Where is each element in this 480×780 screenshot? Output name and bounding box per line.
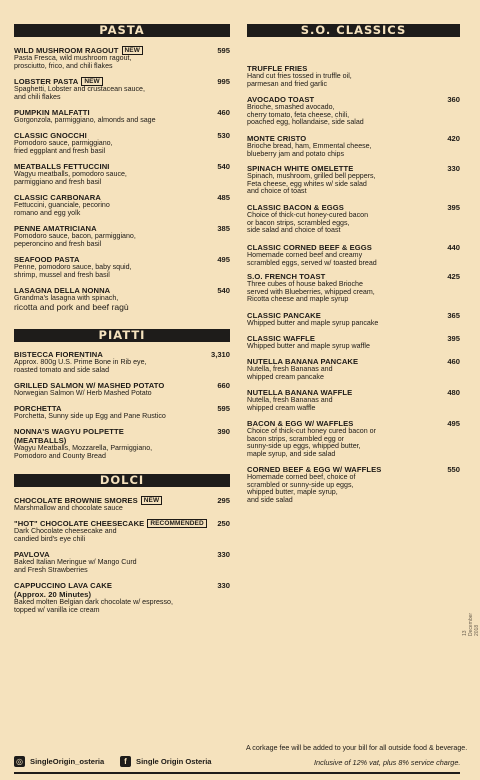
description-line: parmiggiano and fresh basil	[14, 177, 102, 186]
description-line: Homemade corned beef, choice of	[247, 473, 356, 481]
description-line: Spaghetti, Lobster and crustacean sauce,	[14, 85, 145, 93]
item-name-text: CHOCOLATE BROWNIE SMORES	[14, 496, 138, 505]
item-description	[247, 320, 460, 328]
menu-item	[14, 162, 230, 186]
description-line: whipped cream pancake	[247, 372, 324, 381]
description-line: maple syrup, and side salad	[247, 450, 336, 459]
item-name-text: CLASSIC CARBONARA	[14, 193, 101, 202]
description-line: sunny-side up eggs, whipped butter,	[247, 442, 361, 451]
item-description	[247, 143, 460, 158]
menu-item	[247, 203, 460, 235]
instagram-handle[interactable]	[14, 755, 104, 767]
menu-item	[247, 311, 460, 328]
description-line: Nutella, fresh Bananas and	[247, 396, 333, 404]
item-name-text: NUTELLA BANANA PANCAKE	[247, 357, 359, 366]
item-name	[14, 581, 230, 590]
item-description	[247, 366, 460, 381]
description-line: served with Blueberries, whipped cream,	[247, 287, 375, 296]
item-price: 385	[217, 224, 230, 233]
description-line: Fettuccini, guanciale, pecorino	[14, 201, 110, 209]
item-price: 995	[217, 77, 230, 86]
item-price: 440	[447, 243, 460, 252]
item-description	[247, 73, 460, 88]
description-line: topped w/ vanilla ice cream	[14, 605, 100, 614]
item-name-text: WILD MUSHROOM RAGOUT	[14, 46, 119, 55]
description-line: Approx. 800g U.S. Prime Bone in Rib eye,	[14, 358, 147, 366]
description-line: ricotta and pork and beef ragù	[14, 301, 129, 312]
item-description	[14, 117, 230, 125]
item-name-text: LOBSTER PASTA	[14, 77, 79, 86]
description-line: Nutella, fresh Bananas and	[247, 365, 333, 373]
description-line: Brioche bread, ham, Emmental cheese,	[247, 142, 372, 150]
item-name-text: PORCHETTA	[14, 404, 62, 413]
menu-item	[14, 108, 230, 125]
description-line: side salad and choice of toast	[247, 226, 341, 235]
item-name-text: LASAGNA DELLA NONNA	[14, 286, 111, 295]
description-line: shrimp, mussel and fresh basil	[14, 270, 110, 279]
menu-item	[247, 272, 460, 304]
item-name-text: MONTE CRISTO	[247, 134, 307, 143]
description-line: scrambled eggs, served w/ toasted bread	[247, 258, 377, 267]
instagram-label: SingleOrigin_osteria	[30, 756, 105, 766]
item-description	[247, 343, 460, 351]
item-description	[247, 173, 460, 196]
description-line: Porchetta, Sunny side up Egg and Pane Rustico	[14, 412, 166, 420]
item-price: 660	[217, 381, 230, 390]
item-price: 360	[447, 95, 460, 104]
item-name-text: CLASSIC CORNED BEEF & EGGS	[247, 243, 372, 252]
item-name-text: CLASSIC WAFFLE	[247, 334, 316, 343]
item-description	[247, 281, 460, 304]
item-name	[14, 427, 230, 436]
item-price: 540	[217, 162, 230, 171]
menu-item	[247, 164, 460, 196]
item-price: 330	[447, 164, 460, 173]
item-name-line2: (Approx. 20 Minutes)	[14, 590, 92, 599]
menu-item	[14, 496, 230, 513]
description-line: Choice of thick-cut honey cured bacon or	[247, 427, 376, 435]
description-line: Feta cheese, egg whites w/ side salad	[247, 179, 367, 188]
description-line: Pasta Fresca, wild mushroom ragout,	[14, 54, 132, 62]
item-price: 495	[447, 419, 460, 428]
menu-item	[14, 519, 230, 543]
item-description	[14, 55, 230, 70]
item-description	[247, 252, 460, 267]
item-description	[247, 397, 460, 412]
item-name-text: CLASSIC PANCAKE	[247, 311, 321, 320]
item-description	[14, 86, 230, 101]
description-line: Pomodoro sauce, bacon, parmiggiano,	[14, 232, 136, 240]
menu-item	[14, 286, 230, 312]
item-description	[14, 264, 230, 279]
description-line: Wagyu Meatballs, Mozzarella, Parmiggiano,	[14, 444, 153, 452]
item-name-text: CLASSIC GNOCCHI	[14, 131, 87, 140]
corkage-note: A corkage fee will be added to your bill for all outside food & beverage.	[246, 744, 468, 752]
item-description	[14, 505, 230, 513]
item-price: 485	[217, 193, 230, 202]
item-price: 330	[217, 550, 230, 559]
item-name-text: PUMPKIN MALFATTI	[14, 108, 90, 117]
footer-divider	[14, 772, 460, 774]
item-name-text: BISTECCA FIORENTINA	[14, 350, 103, 359]
description-line: Wagyu meatballs, pomodoro sauce,	[14, 170, 127, 178]
description-line: scrambled or sunny-side up eggs,	[247, 480, 354, 489]
facebook-icon: f	[120, 756, 131, 767]
description-line: Marshmallow and chocolate sauce	[14, 504, 123, 512]
item-description	[14, 140, 230, 155]
pasta-banner: PASTA	[14, 24, 230, 37]
item-description	[14, 359, 230, 374]
menu-item	[247, 64, 460, 88]
description-line: blueberry jam and potato chips	[247, 149, 345, 158]
item-price: 550	[447, 465, 460, 474]
item-price: 495	[217, 255, 230, 264]
classics-banner: S.O. CLASSICS	[247, 24, 460, 37]
menu-item	[14, 77, 230, 101]
menu-item	[247, 465, 460, 505]
item-name-text: PAVLOVA	[14, 550, 50, 559]
description-line: Ricotta cheese and maple syrup	[247, 295, 349, 304]
item-price: 460	[447, 357, 460, 366]
description-line: Dark Chocolate cheesecake and	[14, 527, 117, 535]
item-description	[14, 202, 230, 217]
item-name-text: CLASSIC BACON & EGGS	[247, 203, 344, 212]
item-price: 425	[447, 272, 460, 281]
item-name-line2: (MEATBALLS)	[14, 436, 67, 445]
description-line: prosciutto, frico, and chili flakes	[14, 61, 113, 70]
description-line: Spinach, mushroom, grilled bell peppers,	[247, 172, 376, 180]
item-description	[14, 171, 230, 186]
description-line: and chili flakes	[14, 92, 61, 101]
piatti-banner: PIATTI	[14, 329, 230, 342]
item-description	[247, 104, 460, 127]
item-name-text: TRUFFLE FRIES	[247, 64, 308, 73]
description-line: Choice of thick-cut honey-cured bacon	[247, 211, 369, 219]
item-badge: NEW	[122, 46, 143, 55]
item-description	[14, 599, 230, 614]
description-line: and side salad	[247, 496, 293, 505]
menu-item	[14, 581, 230, 614]
description-line: Pomodoro and County Bread	[14, 451, 106, 460]
description-line: Whipped butter and maple syrup waffle	[247, 342, 370, 350]
description-line: Baked molten Belgian dark chocolate w/ espresso,	[14, 598, 173, 606]
item-price: 330	[217, 581, 230, 590]
description-line: Hand cut fries tossed in truffle oil,	[247, 72, 352, 80]
description-line: Pomodoro sauce, parmiggiano,	[14, 139, 113, 147]
description-line: or bacon strips, scrambled eggs,	[247, 218, 350, 227]
menu-item	[247, 419, 460, 459]
description-line: Baked Italian Meringue w/ Mango Curd	[14, 558, 137, 566]
item-price: 595	[217, 46, 230, 55]
description-line: Brioche, smashed avocado,	[247, 103, 335, 111]
item-description	[14, 413, 230, 421]
menu-item	[14, 131, 230, 155]
description-line: roasted tomato and side salad	[14, 365, 110, 374]
item-description	[14, 233, 230, 248]
item-price: 395	[447, 334, 460, 343]
facebook-label: Single Origin Osteria	[136, 756, 212, 766]
description-line: whipped butter, maple syrup,	[247, 488, 338, 497]
menu-item	[247, 357, 460, 381]
menu-item	[14, 224, 230, 248]
description-line: Three cubes of house baked Brioche	[247, 280, 363, 288]
date-code: 13 December 2018	[462, 612, 480, 636]
description-line: bacon strips, scrambled egg or	[247, 434, 344, 443]
item-price: 530	[217, 131, 230, 140]
menu-item	[247, 334, 460, 351]
menu-item	[247, 95, 460, 127]
item-description	[14, 390, 230, 398]
item-badge: NEW	[81, 77, 102, 86]
item-badge: RECOMMENDED	[147, 519, 206, 528]
item-price: 420	[447, 134, 460, 143]
menu-item	[247, 243, 460, 267]
dolci-banner: DOLCI	[14, 474, 230, 487]
description-line: poached egg, hollandaise, side salad	[247, 118, 364, 127]
item-name-text: S.O. FRENCH TOAST	[247, 272, 326, 281]
description-line: parmesan and fried garlic	[247, 79, 328, 88]
menu-item	[14, 255, 230, 279]
item-name-text: CAPPUCCINO LAVA CAKE	[14, 581, 113, 590]
item-name-text: SPINACH WHITE OMELETTE	[247, 164, 354, 173]
item-name-text: AVOCADO TOAST	[247, 95, 315, 104]
description-line: and choice of toast	[247, 187, 307, 196]
item-price: 480	[447, 388, 460, 397]
instagram-icon: ◎	[14, 756, 25, 767]
item-name-text: NONNA'S WAGYU POLPETTE	[14, 427, 124, 436]
description-line: Grandma's lasagna with spinach,	[14, 294, 119, 302]
vat-note: Inclusive of 12% vat, plus 8% service charge.	[314, 758, 461, 767]
description-line: fried eggplant and fresh basil	[14, 146, 106, 155]
item-price: 595	[217, 404, 230, 413]
item-description	[247, 428, 460, 459]
description-line: romano and egg yolk	[14, 208, 81, 217]
menu-item	[14, 427, 230, 460]
item-name-text: GRILLED SALMON W/ MASHED POTATO	[14, 381, 165, 390]
description-line: peperoncino and fresh basil	[14, 239, 102, 248]
menu-item	[14, 46, 230, 70]
item-price: 250	[217, 519, 230, 528]
description-line: Penne, pomodoro sauce, baby squid,	[14, 263, 132, 271]
menu-item	[14, 550, 230, 574]
item-description	[14, 295, 230, 312]
item-description	[14, 445, 230, 460]
item-description	[14, 528, 230, 543]
item-description	[247, 474, 460, 505]
item-badge: NEW	[141, 496, 162, 505]
description-line: and Fresh Strawberries	[14, 565, 88, 574]
item-name-text: CORNED BEEF & EGG W/ WAFFLES	[247, 465, 382, 474]
description-line: whipped cream waffle	[247, 403, 316, 412]
item-description	[247, 212, 460, 235]
description-line: Homemade corned beef and creamy	[247, 251, 363, 259]
menu-item	[247, 388, 460, 412]
item-name-text: SEAFOOD PASTA	[14, 255, 80, 264]
menu-item	[14, 404, 230, 421]
item-price: 395	[447, 203, 460, 212]
description-line: candied bird's eye chili	[14, 534, 86, 543]
item-name-text: NUTELLA BANANA WAFFLE	[247, 388, 353, 397]
menu-item	[14, 350, 230, 374]
item-price: 390	[217, 427, 230, 436]
item-name-text: BACON & EGG W/ WAFFLES	[247, 419, 354, 428]
item-price: 3,310	[210, 350, 230, 359]
item-price: 460	[217, 108, 230, 117]
menu-item	[14, 381, 230, 398]
item-name-text: "HOT" CHOCOLATE CHEESECAKE	[14, 519, 145, 528]
item-name-text: MEATBALLS FETTUCCINI	[14, 162, 110, 171]
item-description	[14, 559, 230, 574]
facebook-page[interactable]	[120, 755, 212, 767]
description-line: Gorgonzola, parmiggiano, almonds and sage	[14, 116, 156, 124]
item-price: 540	[217, 286, 230, 295]
item-name-text: PENNE AMATRICIANA	[14, 224, 97, 233]
menu-item	[14, 193, 230, 217]
description-line: Norwegian Salmon W/ Herb Mashed Potato	[14, 389, 152, 397]
description-line: cherry tomato, feta cheese, chili,	[247, 110, 350, 119]
item-price: 295	[217, 496, 230, 505]
description-line: Whipped butter and maple syrup pancake	[247, 319, 379, 327]
item-price: 365	[447, 311, 460, 320]
menu-item	[247, 134, 460, 158]
